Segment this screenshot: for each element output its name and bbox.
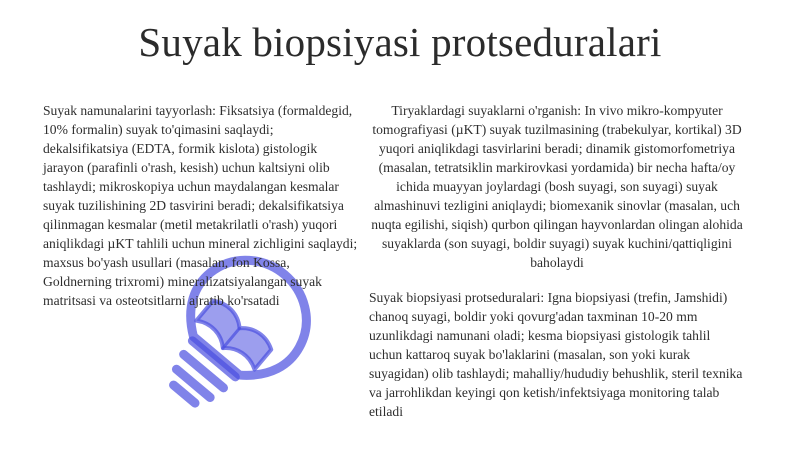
slide-title: Suyak biopsiyasi protseduralari: [138, 19, 662, 65]
right-bottom-text-block: Suyak biopsiyasi protseduralari: Igna biopsiyasi (trefin, Jamshidi) chanoq suyagi, boldir yoki qovurg'adan taxminan 10-20 mm uzunlikdagi namunani oladi; kesma biopsiyasi gistologik tahlil uchun kattaroq suyak bo'laklarini (masalan, son yoki kurak suyagidan) olib tashlaydi; mahalliy/hududiy behushlik, steril texnika va jarrohlikdan keyingi qon ketish/infektsiyaga monitoring talab etiladi: [369, 290, 743, 419]
left-text-block: Suyak namunalarini tayyorlash: Fiksatsiya (formaldegid, 10% formalin) suyak to'qimasini saqlaydi; dekalsifikatsiya (EDTA, formik kislota) gistologik jarayon (parafinli o'rash, kesish) uchun kaltsiyni olib tashlaydi; mikroskopiya uchun maydalangan kesmalar suyak tuzilishining 2D tasvirini beradi; dekalsifikatsiya qilinmagan kesmalar (metil metakrilatli o'rash) yuqori aniqlikdagi µKT tahlili uchun mineral zichligini saqlaydi; maxsus bo'yash usullari (masalan, fon Kossa, Goldnerning trixromi) mineralizatsiyalangan suyak matritsasi va osteotsitlarni ajratib ko'rsatadi: [43, 103, 358, 308]
right-top-text-block: Tiryaklardagi suyaklarni o'rganish: In vivo mikro-kompyuter tomografiyasi (µKT) suyak tuzilmasining (trabekulyar, kortikal) 3D yuqori aniqlikdagi tasvirlarini beradi; dinamik gistomorfometriya (masalan, tetratsiklin markirovkasi yordamida) bir necha hafta/oy ichida muayyan joylardagi (bosh suyagi, son suyagi) suyak almashinuvi tezligini aniqlaydi; biomexanik sinovlar (masalan, uch nuqta egilishi, siqish) qurbon qilingan hayvonlardan olingan alohida suyaklarda (son suyagi, boldir suyagi) suyak kuchini/qattiqligini baholaydi: [371, 103, 743, 270]
